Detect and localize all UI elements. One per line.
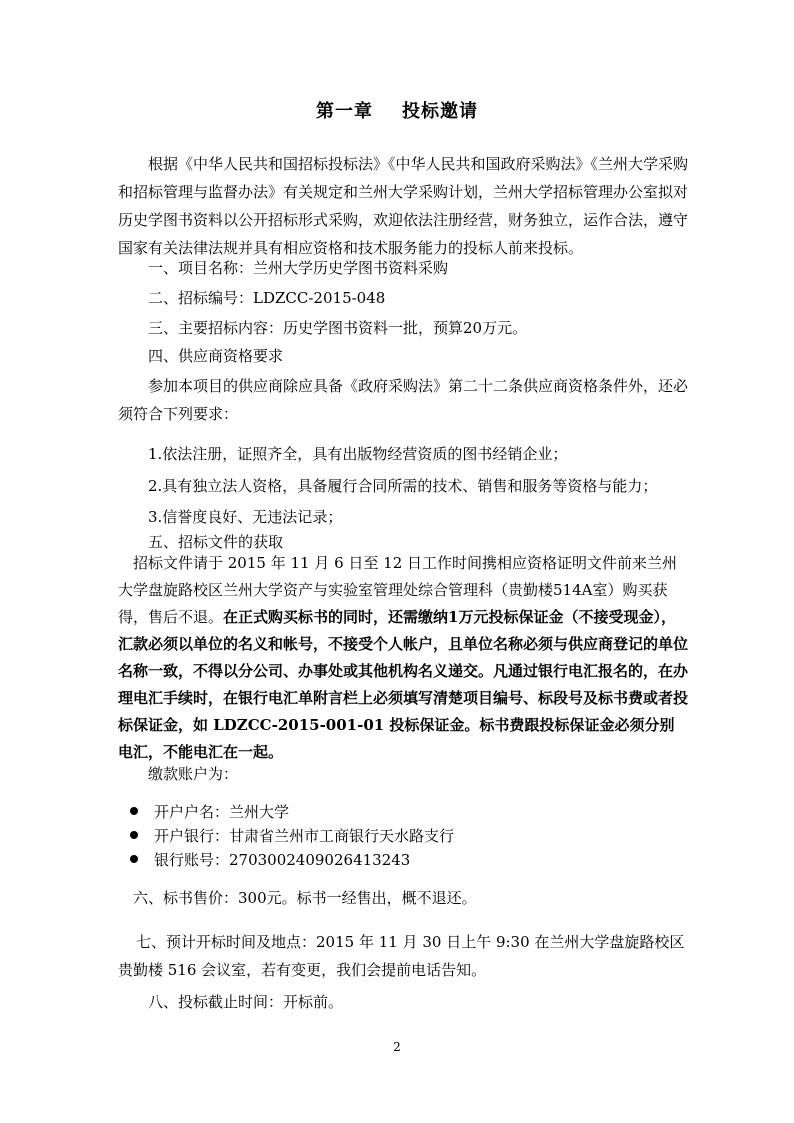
item-price: 六、标书售价：300元。标书一经售出，概不退还。 <box>133 889 477 907</box>
account-name: 开户户名：兰州大学 <box>154 803 290 821</box>
item-tender-number: 二、招标编号：LDZCC-2015-048 <box>148 289 386 307</box>
item-qualification-heading: 四、供应商资格要求 <box>148 347 284 365</box>
obtain-text: 招标文件请于 2015 年 11 月 6 日至 12 日工作时间携相应资格证明文件前来兰州大学盘旋路校区兰州大学资产与实验室管理处综合管理科（贵勤楼514A室）购买获得，售后不退。 <box>118 554 678 626</box>
chapter-title: 第一章 投标邀请 <box>315 101 479 122</box>
page-number: 2 <box>393 1040 401 1054</box>
obtain-deposit-notice: 在正式购买标书的同时，还需缴纳1万元投标保证金（不接受现金），汇款必须以单位的名义和帐号，不接受个人帐户，且单位名称必须与供应商登记的单位名称一致，不得以分公司、办事处或其他机构名义递交。凡通过银行电汇报名的，在办理电汇手续时，在银行电汇单附言栏上必须填写清楚项目编号、标段号及标书费或者投标保证金，如 LDZCC-2015-001-01 投标保证金。标书费跟投标保证金必须分别电汇，不能电汇在一起。 <box>118 608 689 761</box>
account-label: 缴款账户为： <box>148 765 239 783</box>
bullet-icon <box>130 831 138 839</box>
item-opening-time: 七、预计开标时间及地点：2015 年 11 月 30 日上午 9:30 在兰州大学盘旋路校区贵勤楼 516 会议室，若有变更，我们会提前电话告知。 <box>118 933 685 979</box>
account-list <box>130 800 454 872</box>
list-item <box>130 824 454 848</box>
bullet-icon <box>130 855 138 863</box>
qualification-intro: 参加本项目的供应商除应具备《政府采购法》第二十二条供应商资格条件外，还必须符合下列要求： <box>118 377 689 423</box>
list-item <box>130 848 454 872</box>
item-project-name: 一、项目名称：兰州大学历史学图书资料采购 <box>148 259 449 277</box>
requirement-3: 3.信誉度良好、无违法记录； <box>148 508 343 526</box>
item-document-obtain-heading: 五、招标文件的获取 <box>148 533 284 551</box>
item-main-content: 三、主要招标内容：历史学图书资料一批，预算20万元。 <box>148 319 528 337</box>
requirement-2: 2.具有独立法人资格，具备履行合同所需的技术、销售和服务等资格与能力； <box>148 477 658 495</box>
intro-paragraph: 根据《中华人民共和国招标投标法》《中华人民共和国政府采购法》《兰州大学采购和招标管理与监督办法》有关规定和兰州大学采购计划，兰州大学招标管理办公室拟对历史学图书资料以公开招标形式采购，欢迎依法注册经营，财务独立，运作合法，遵守国家有关法律法规并具有相应资格和技术服务能力的投标人前来投标。 <box>118 155 689 257</box>
account-number: 银行账号：2703002409026413243 <box>154 851 411 869</box>
list-item <box>130 800 454 824</box>
bullet-icon <box>130 807 138 815</box>
requirement-1: 1.依法注册，证照齐全，具有出版物经营资质的图书经销企业； <box>148 445 568 463</box>
account-bank: 开户银行：甘肃省兰州市工商银行天水路支行 <box>154 827 455 845</box>
item-deadline: 八、投标截止时间：开标前。 <box>148 993 344 1011</box>
obtain-paragraph <box>118 550 688 766</box>
